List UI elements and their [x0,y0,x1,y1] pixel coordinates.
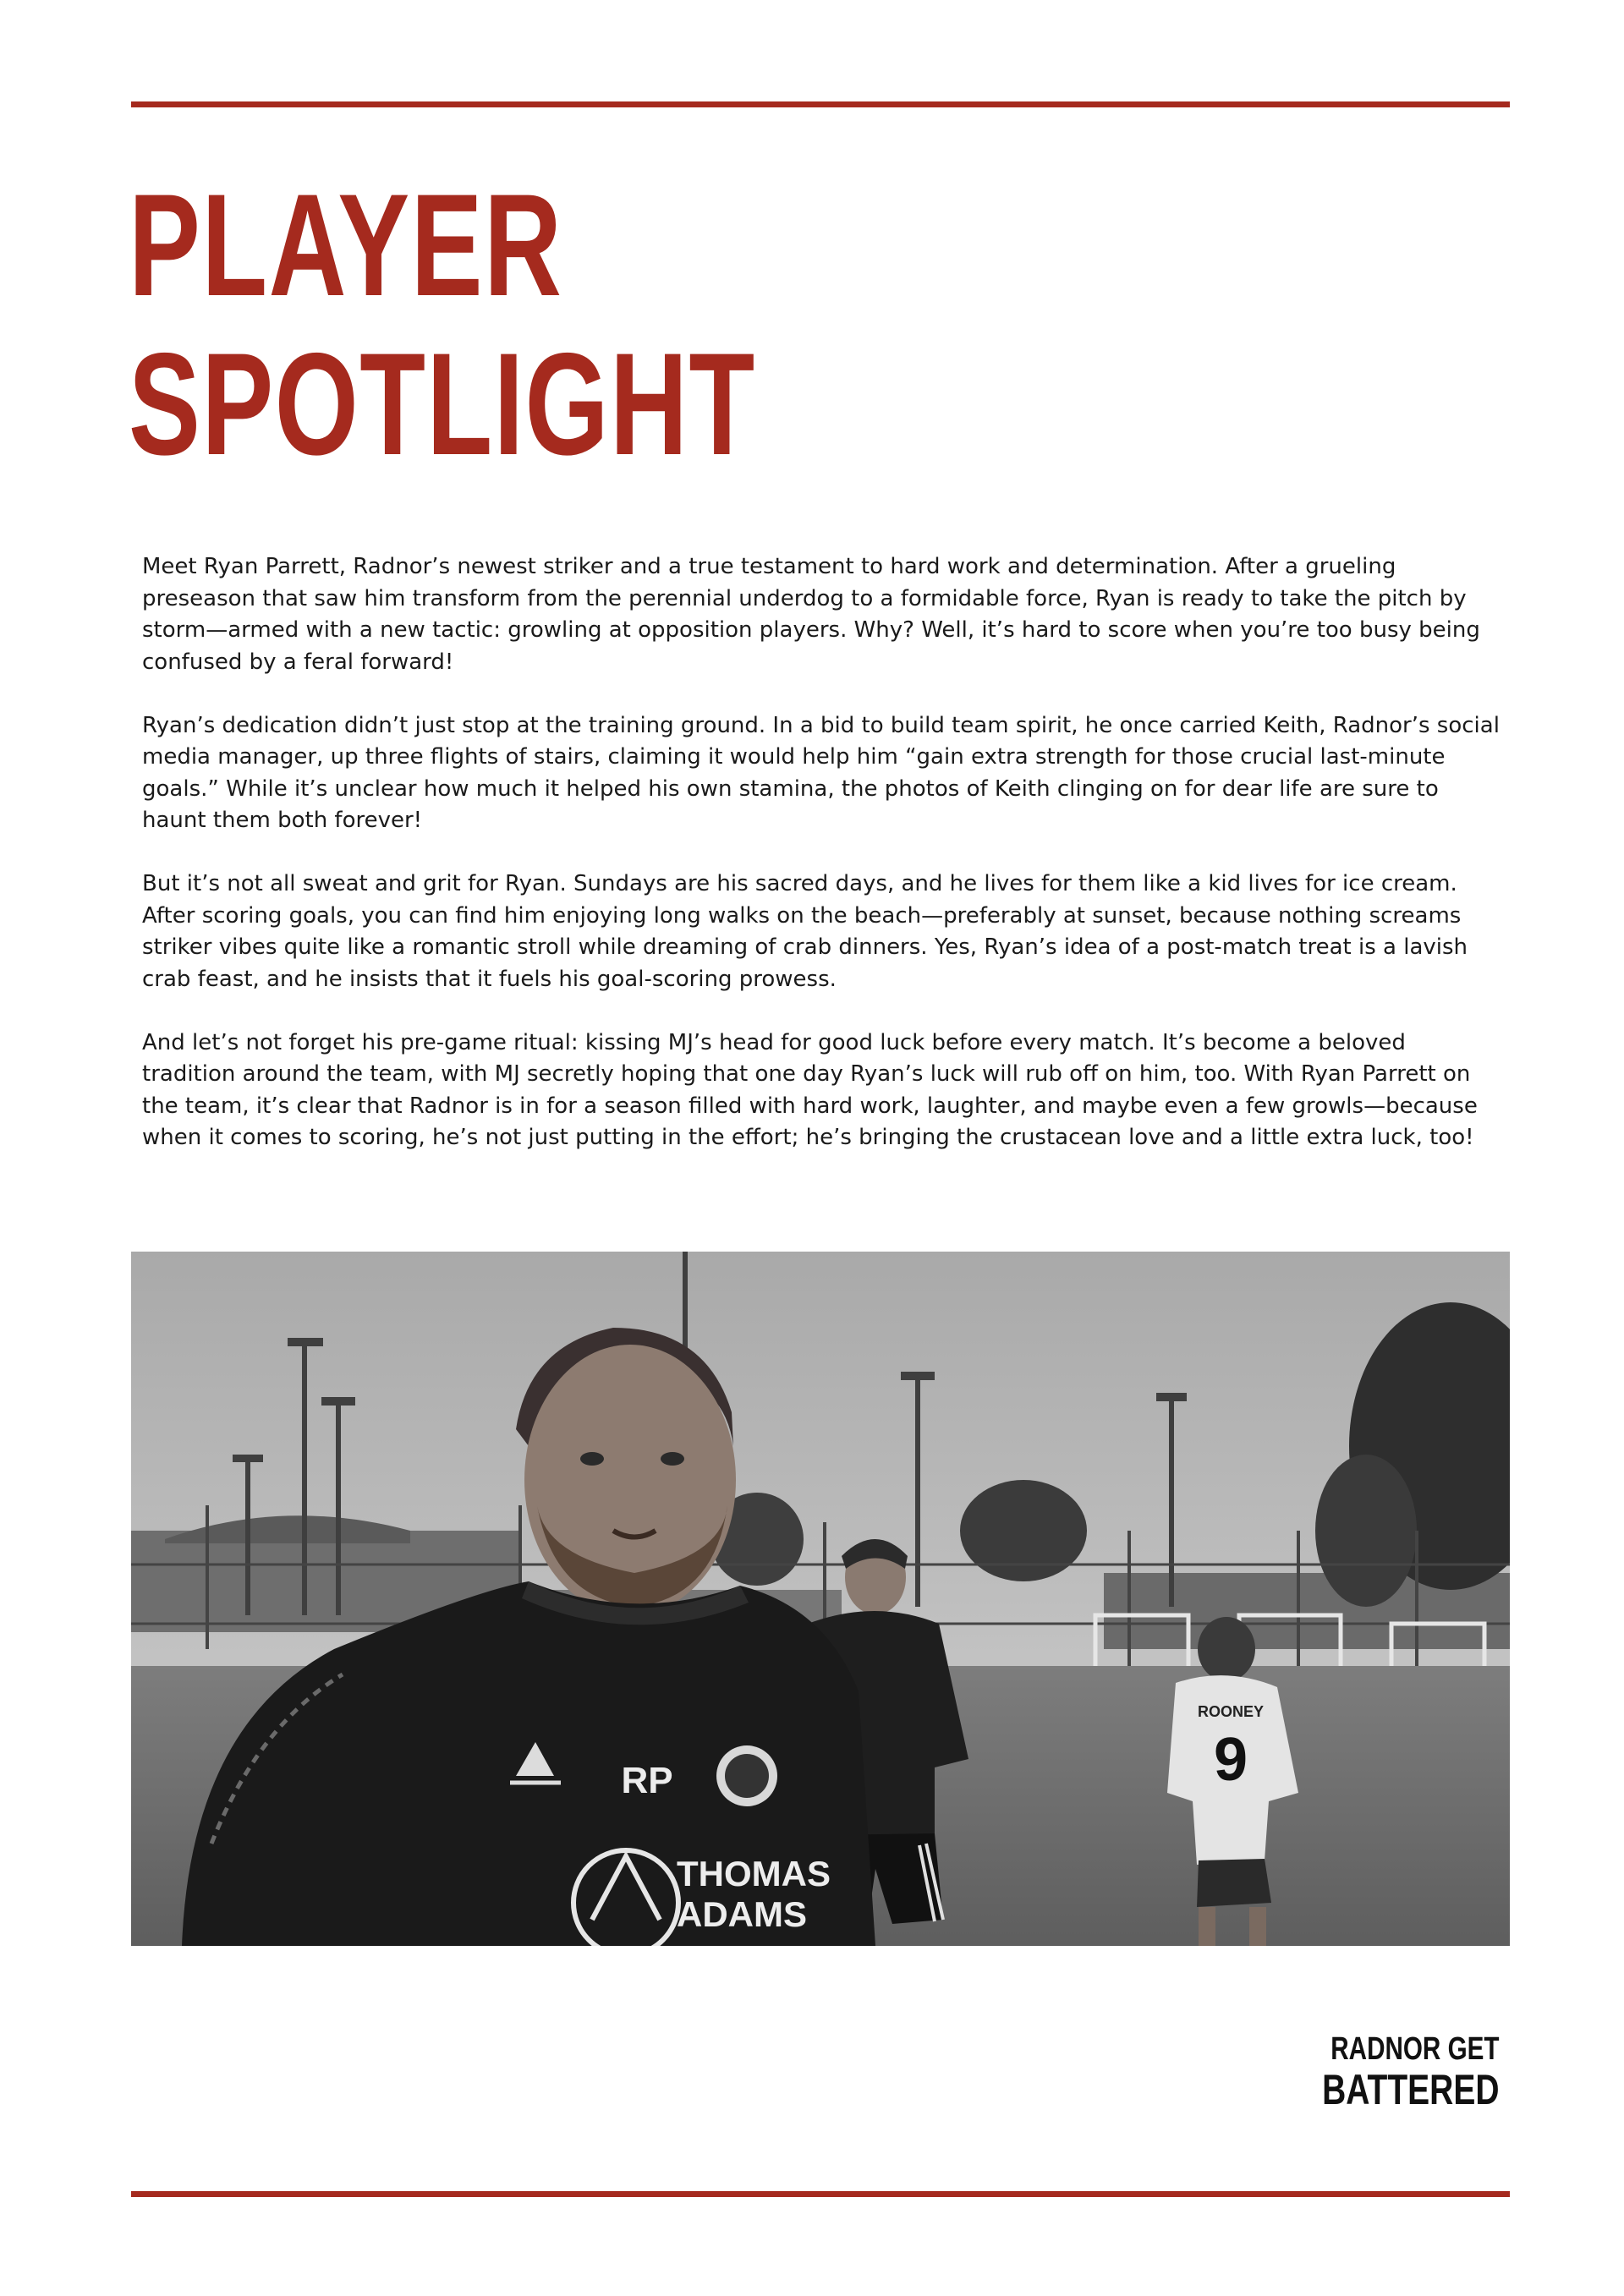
back-shirt-number: 9 [1213,1726,1248,1794]
title-line-1: PLAYER [129,164,563,326]
player-photo [131,1252,1510,1946]
title-line-2: SPOTLIGHT [129,323,756,485]
article-paragraph-1: Meet Ryan Parrett, Radnor’s newest striker and a true testament to hard work and determination. After a grueling preseason that saw him transform from the perennial underdog to a formidable force, Ryan is ready to take the pitch by storm—armed with a new tactic: growling at opposition players. Why? Well, it’s hard to score when you’re too busy being confused by a feral forward! [142,554,1480,675]
sponsor-line-1: THOMAS [677,1854,831,1893]
article-paragraph-2: Ryan’s dedication didn’t just stop at the training ground. In a bid to build team spirit, he once carried Keith, Radnor’s social media manager, up three flights of stairs, claiming it would help him “gain extra strength for those crucial last-minute goals.” While it’s unclear how much it helped his own stamina, the photos of Keith clinging on for dear life are sure to haunt them both forever! [142,712,1500,833]
brand-signature [1323,2031,1500,2112]
article-body [142,551,1506,1186]
page-title [129,166,756,484]
top-rule [131,101,1510,107]
brand-line-2: BATTERED [1322,2066,1500,2113]
bottom-rule [131,2191,1510,2197]
article-paragraph-3: But it’s not all sweat and grit for Ryan. Sundays are his sacred days, and he lives for them like a kid lives for ice cream. After scoring goals, you can find him enjoying long walks on the beach—preferably at sunset, because nothing screams striker vibes quite like a romantic stroll while dreaming of crab dinners. Yes, Ryan’s idea of a post-match treat is a lavish crab feast, and he insists that it fuels his goal-scoring prowess. [142,871,1468,992]
article-paragraph-4: And let’s not forget his pre-game ritual: kissing MJ’s head for good luck before every match. It’s become a beloved tradition around the team, with MJ secretly hoping that one day Ryan’s luck will rub off on him, too. With Ryan Parrett on the team, it’s clear that Radnor is in for a season filled with hard work, laughter, and maybe even a few growls—because when it comes to scoring, he’s not just putting in the effort; he’s bringing the crustacean love and a little extra luck, too! [142,1029,1478,1150]
player-photo-illustration [131,1252,1510,1946]
shirt-initials: RP [621,1760,673,1801]
back-shirt-name: ROONEY [1197,1703,1265,1720]
sponsor-line-2: ADAMS [677,1894,807,1934]
brand-line-1: RADNOR GET [1330,2031,1500,2067]
